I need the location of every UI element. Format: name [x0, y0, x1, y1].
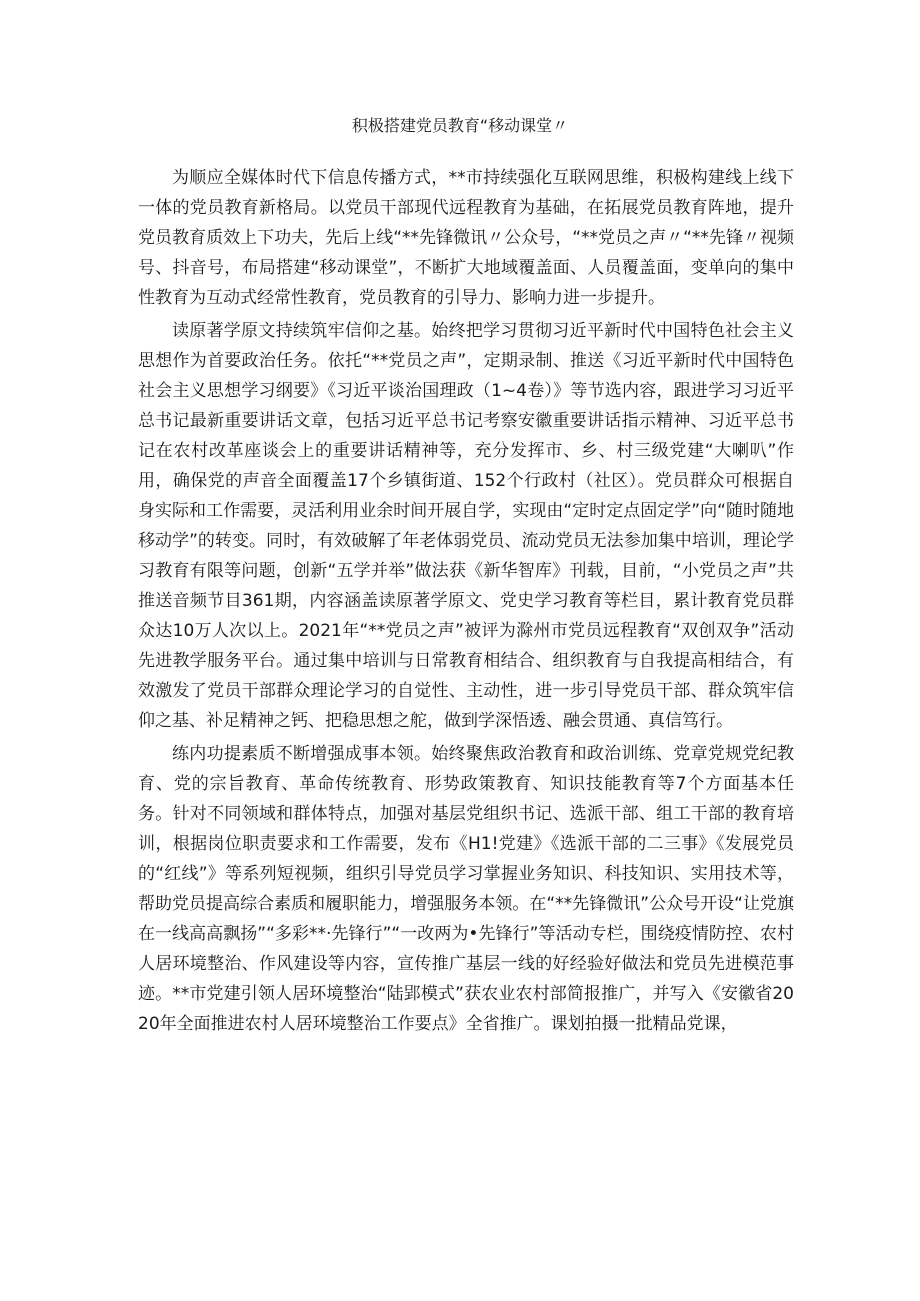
- paragraph-theory-study: 读原著学原文持续筑牢信仰之基。始终把学习贯彻习近平新时代中国特色社会主义思想作为首要政治任务。依托“**党员之声”，定期录制、推送《习近平新时代中国特色社会主义思想学习纲要》《习近平谈治国理政（1~4卷）》等节选内容，跟进学习习近平总书记最新重要讲话文章，包括习近平总书记考察安徽重要讲话指示精神、习近平总书记在农村改革座谈会上的重要讲话精神等，充分发挥市、乡、村三级党建“大喇叭”作用，确保党的声音全面覆盖17个乡镇街道、152个行政村（社区）。党员群众可根据自身实际和工作需要，灵活利用业余时间开展自学，实现由“定时定点固定学”向“随时随地移动学”的转变。同时，有效破解了年老体弱党员、流动党员无法参加集中培训，理论学习教育有限等问题，创新“五学并举”做法获《新华智库》刊载，目前，“小党员之声”共推送音频节目361期，内容涵盖读原著学原文、党史学习教育等栏目，累计教育党员群众达10万人次以上。2021年“**党员之声”被评为滁州市党员远程教育“双创双争”活动先进教学服务平台。通过集中培训与日常教育相结合、组织教育与自我提高相结合，有效激发了党员干部群众理论学习的自觉性、主动性，进一步引导党员干部、群众筑牢信仰之基、补足精神之钙、把稳思想之舵，做到学深悟透、融会贯通、真信笃行。: [138, 321, 794, 731]
- document-title: 积极搭建党员教育“移动课堂〃: [351, 116, 569, 135]
- document-body: [138, 163, 794, 1042]
- paragraph-skills-training: 练内功提素质不断增强成事本领。始终聚焦政治教育和政治训练、党章党规党纪教育、党的宗旨教育、革命传统教育、形势政策教育、知识技能教育等7个方面基本任务。针对不同领域和群体特点，加强对基层党组织书记、选派干部、组工干部的教育培训，根据岗位职责要求和工作需要，发布《H1!党建》《选派干部的二三事》《发展党员的“红线”》等系列短视频，组织引导党员学习掌握业务知识、科技知识、实用技术等，帮助党员提高综合素质和履职能力，增强服务本领。在“**先锋微讯”公众号开设“让党旗在一线高高飘扬”“多彩**·先锋行”“一改两为•先锋行”等活动专栏，围绕疫情防控、农村人居环境整治、作风建设等内容，宣传推广基层一线的好经验好做法和党员先进模范事迹。**市党建引领人居环境整治“陆郢模式”获农业农村部简报推广，并写入《安徽省2020年全面推进农村人居环境整治工作要点》全省推广。课划拍摄一批精品党课，: [138, 744, 794, 1034]
- paragraph-intro: 为顺应全媒体时代下信息传播方式，**市持续强化互联网思维，积极构建线上线下一体的党员教育新格局。以党员干部现代远程教育为基础，在拓展党员教育阵地，提升党员教育质效上下功夫，先后上线“**先锋微讯〃公众号，“**党员之声〃“**先锋〃视频号、抖音号，布局搭建“移动课堂”，不断扩大地域覆盖面、人员覆盖面，变单向的集中性教育为互动式经常性教育，党员教育的引导力、影响力进一步提升。: [138, 168, 794, 308]
